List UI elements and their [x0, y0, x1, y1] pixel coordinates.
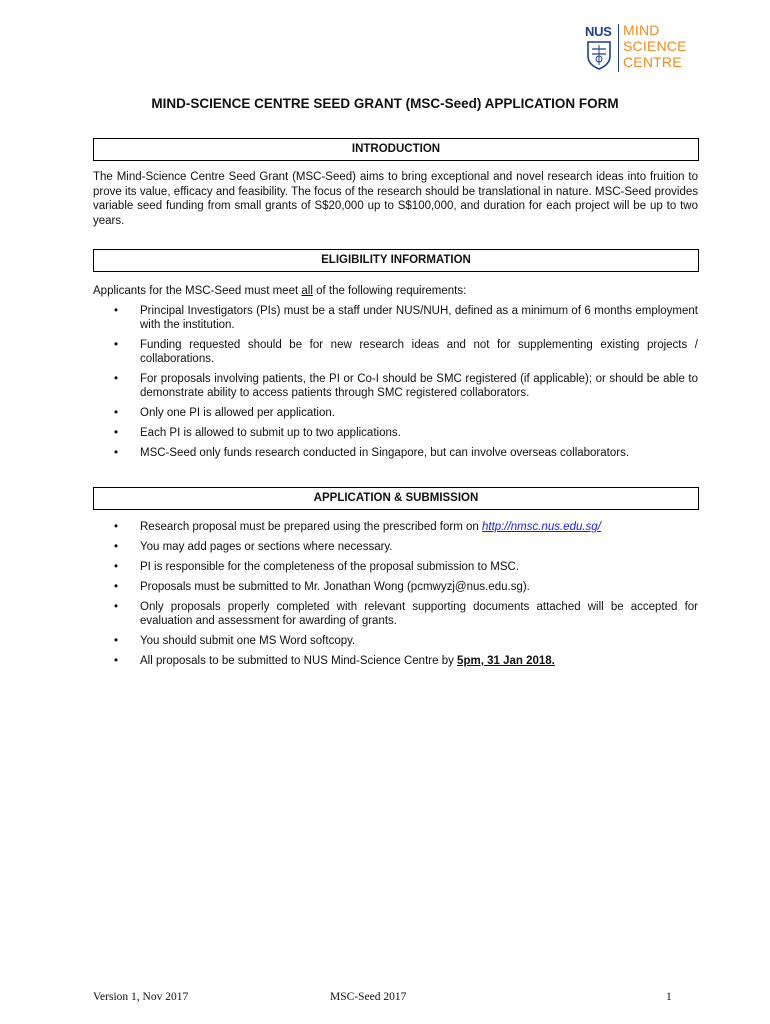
bullet-icon: • [114, 601, 119, 613]
list-item: • PI is responsible for the completeness of the proposal submission to MSC. [114, 561, 520, 573]
submission-deadline: 5pm, 31 Jan 2018. [457, 655, 555, 667]
wordmark-line-centre: CENTRE [623, 54, 682, 70]
bullet-icon: • [114, 305, 119, 317]
introduction-paragraph: The Mind-Science Centre Seed Grant (MSC-Seed) aims to bring exceptional and novel research ideas into fruition to prove its value, efficacy and feasibility. The focus of the research should be translational in nature. MSC-Seed provides variable seed funding from small grants of S$20,000 up to S$100,000, and duration for each project will be up to two years. [93, 171, 698, 227]
bullet-icon: • [114, 339, 119, 351]
list-item: • Research proposal must be prepared using the prescribed form on http://nmsc.nus.edu.sg/ [114, 521, 601, 533]
footer-document-name: MSC-Seed 2017 [330, 991, 407, 1003]
list-item: • All proposals to be submitted to NUS Mind-Science Centre by 5pm, 31 Jan 2018. [114, 655, 555, 667]
section-heading-eligibility: ELIGIBILITY INFORMATION [93, 249, 699, 272]
section-heading-introduction: INTRODUCTION [93, 138, 699, 161]
eligibility-intro-before: Applicants for the MSC-Seed must meet [93, 285, 302, 297]
msc-wordmark [623, 22, 687, 70]
bullet-icon: • [114, 561, 119, 573]
list-item: • For proposals involving patients, the PI or Co-I should be SMC registered (if applicable); or should be able to demonstrate ability to access patients through SMC registered collaborators. [114, 373, 698, 399]
page-title: MIND-SCIENCE CENTRE SEED GRANT (MSC-Seed) APPLICATION FORM [151, 96, 619, 111]
bullet-icon: • [114, 521, 119, 533]
list-item: • Each PI is allowed to submit up to two applications. [114, 427, 401, 439]
wordmark-line-science: SCIENCE [623, 38, 687, 54]
nus-crest-icon [586, 40, 612, 70]
bullet-icon: • [114, 541, 119, 553]
bullet-icon: • [114, 581, 119, 593]
eligibility-intro [93, 284, 698, 299]
section-heading-submission: APPLICATION & SUBMISSION [93, 487, 699, 510]
bullet-icon: • [114, 655, 119, 667]
list-item: • Only proposals properly completed with relevant supporting documents attached will be accepted for evaluation and assessment for awarding of grants. [114, 601, 698, 627]
list-item: • Proposals must be submitted to Mr. Jonathan Wong (pcmwyzj@nus.edu.sg). [114, 581, 530, 593]
bullet-icon: • [114, 427, 119, 439]
bullet-icon: • [114, 635, 119, 647]
list-item: • MSC-Seed only funds research conducted in Singapore, but can involve overseas collaborators. [114, 447, 630, 459]
eligibility-intro-emphasis: all [301, 285, 313, 297]
wordmark-line-mind: MIND [623, 22, 660, 38]
footer-page-number: 1 [666, 991, 672, 1003]
list-item: • Only one PI is allowed per application. [114, 407, 335, 419]
bullet-icon: • [114, 447, 119, 459]
logo-divider [618, 24, 619, 72]
nmsc-website-link[interactable]: http://nmsc.nus.edu.sg/ [482, 521, 601, 533]
bullet-icon: • [114, 373, 119, 385]
list-item: • Principal Investigators (PIs) must be a staff under NUS/NUH, defined as a minimum of 6 months employment with the institution. [114, 305, 698, 331]
eligibility-list [93, 304, 698, 466]
list-item: • You may add pages or sections where necessary. [114, 541, 393, 553]
eligibility-intro-after: of the following requirements: [312, 285, 467, 297]
nus-msc-logo [585, 22, 695, 74]
list-item: • Funding requested should be for new research ideas and not for supplementing existing projects / collaborations. [114, 339, 698, 365]
bullet-icon: • [114, 407, 119, 419]
nus-logo-text: NUS [585, 24, 612, 39]
list-item: • You should submit one MS Word softcopy. [114, 635, 356, 647]
submission-list [93, 520, 698, 674]
footer-version: Version 1, Nov 2017 [93, 991, 189, 1003]
